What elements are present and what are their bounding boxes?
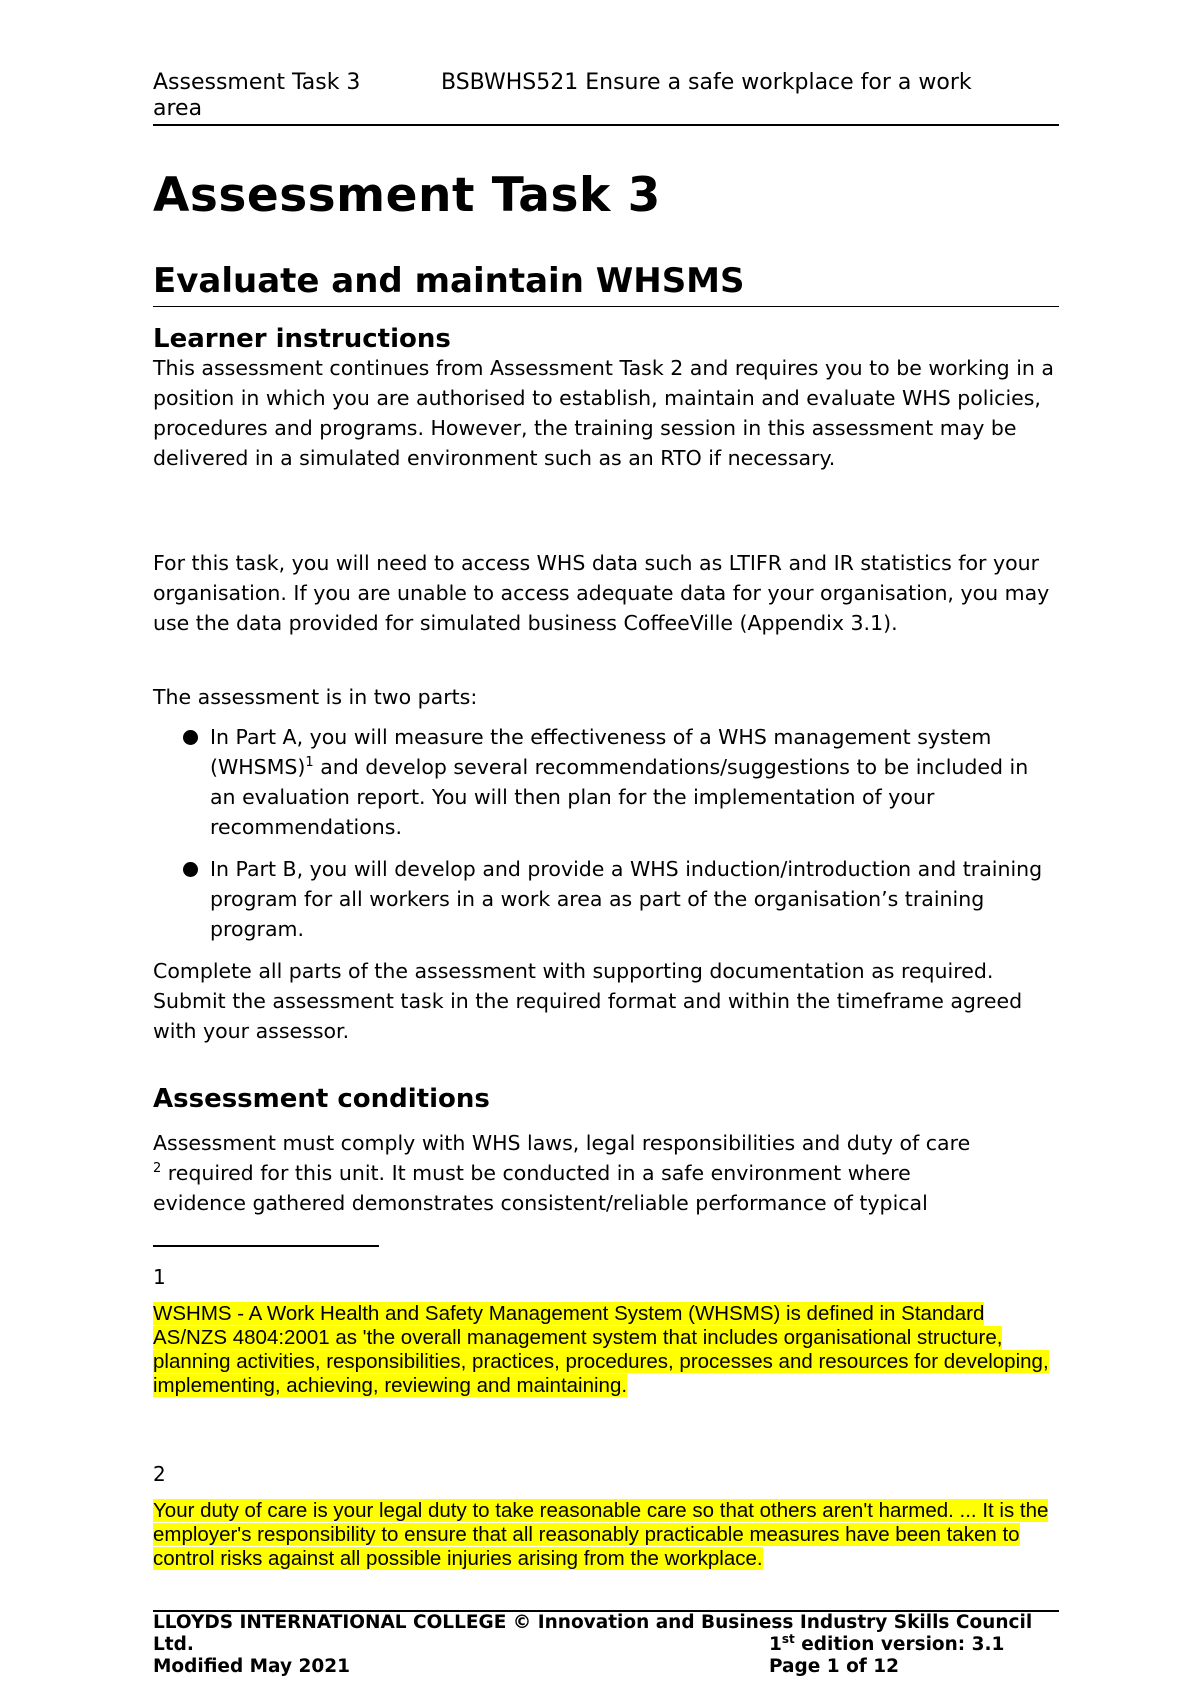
list-item-part-a <box>153 722 1059 842</box>
part-b-text: In Part B, you will develop and provide a WHS induction/introduction and training program for all workers in a work area as part of the organisation’s training program. <box>210 857 1043 941</box>
footnote-text-2 <box>153 1499 1059 1571</box>
conditions-line-2: required for this unit. It must be conducted in a safe environment where <box>161 1161 911 1185</box>
footnote-ref-2[interactable]: 2 <box>153 1161 162 1177</box>
footer-copyright-wrap: Ltd. <box>153 1634 194 1655</box>
footer-modified-date: Modified May 2021 <box>153 1656 350 1677</box>
header-divider <box>153 124 1059 126</box>
highlighted-text: WSHMS - A Work Health and Safety Management System (WHSMS) is defined in Standard AS/NZS 4804:2001 as 'the overall management system that includes organisational structure, planning activities, responsibilities, practices, procedures, processes and resources for developing, implementing, achieving, reviewing and maintaining. <box>153 1302 1049 1397</box>
conditions-line-3: evidence gathered demonstrates consistent/reliable performance of typical <box>153 1191 928 1215</box>
running-header <box>153 70 1059 122</box>
page-subtitle: Evaluate and maintain WHSMS <box>153 261 745 301</box>
page-footer <box>153 1612 1059 1678</box>
assessment-conditions-heading: Assessment conditions <box>153 1084 490 1114</box>
header-unit-title: BSBWHS521 Ensure a safe workplace for a work <box>441 70 972 95</box>
instructions-paragraph-2: For this task, you will need to access WHS data such as LTIFR and IR statistics for your organisation. If you are unable to access adequate data for your organisation, you may use the data provided for simulated business CoffeeVille (Appendix 3.1). <box>153 551 1050 635</box>
footnote-separator <box>153 1245 379 1247</box>
instructions-paragraph-3: The assessment is in two parts: <box>153 685 478 709</box>
footnote-number-2: 2 <box>153 1462 166 1486</box>
footer-copyright: LLOYDS INTERNATIONAL COLLEGE © Innovation and Business Industry Skills Council <box>153 1612 1033 1633</box>
footnote-text-1 <box>153 1302 1059 1398</box>
footer-edition-line <box>153 1631 1059 1656</box>
part-a-text: In Part A, you will measure the effectiveness of a WHS management system (WHSMS) <box>210 725 992 779</box>
parts-list <box>153 722 1059 944</box>
edition-ordinal: st <box>781 1631 795 1646</box>
subtitle-divider <box>153 306 1059 307</box>
footnote-ref-1[interactable]: 1 <box>305 755 314 771</box>
highlighted-text: Your duty of care is your legal duty to take reasonable care so that others aren't harmed. ... It is the employer's responsibility to ensure that all reasonably practicable measures have been taken to control risks against all possible injuries arising from the workplace. <box>153 1499 1049 1570</box>
header-task-label: Assessment Task 3 <box>153 70 361 95</box>
learner-instructions-heading: Learner instructions <box>153 324 451 354</box>
conditions-line-1: Assessment must comply with WHS laws, legal responsibilities and duty of care <box>153 1131 971 1155</box>
edition-number: 1 <box>769 1634 782 1655</box>
list-item-part-b <box>153 854 1059 944</box>
bullet-dot-icon <box>183 730 198 745</box>
footer-edition <box>769 1631 1005 1656</box>
instructions-paragraph-1: This assessment continues from Assessment Task 2 and requires you to be working in a position in which you are authorised to establish, maintain and evaluate WHS policies, procedures and programs. However, the training session in this assessment may be delivered in a simulated environment such as an RTO if necessary. <box>153 356 1054 470</box>
page-number: Page 1 of 12 <box>769 1656 900 1677</box>
part-a-text-cont: and develop several recommendations/suggestions to be included in an evaluation report. You will then plan for the implementation of your recommendations. <box>210 755 1029 839</box>
footnote-number-1: 1 <box>153 1265 166 1289</box>
footer-copyright-line <box>153 1612 1059 1634</box>
instructions-paragraph-4: Complete all parts of the assessment with supporting documentation as required. Submit the assessment task in the required format and within the timeframe agreed with your assessor. <box>153 959 1023 1043</box>
bullet-dot-icon <box>183 862 198 877</box>
footer-modified-line <box>153 1656 1059 1678</box>
edition-version: edition version: 3.1 <box>794 1634 1005 1655</box>
page-title: Assessment Task 3 <box>153 168 661 223</box>
header-unit-title-wrap: area <box>153 96 203 121</box>
conditions-paragraph <box>153 1128 1059 1218</box>
